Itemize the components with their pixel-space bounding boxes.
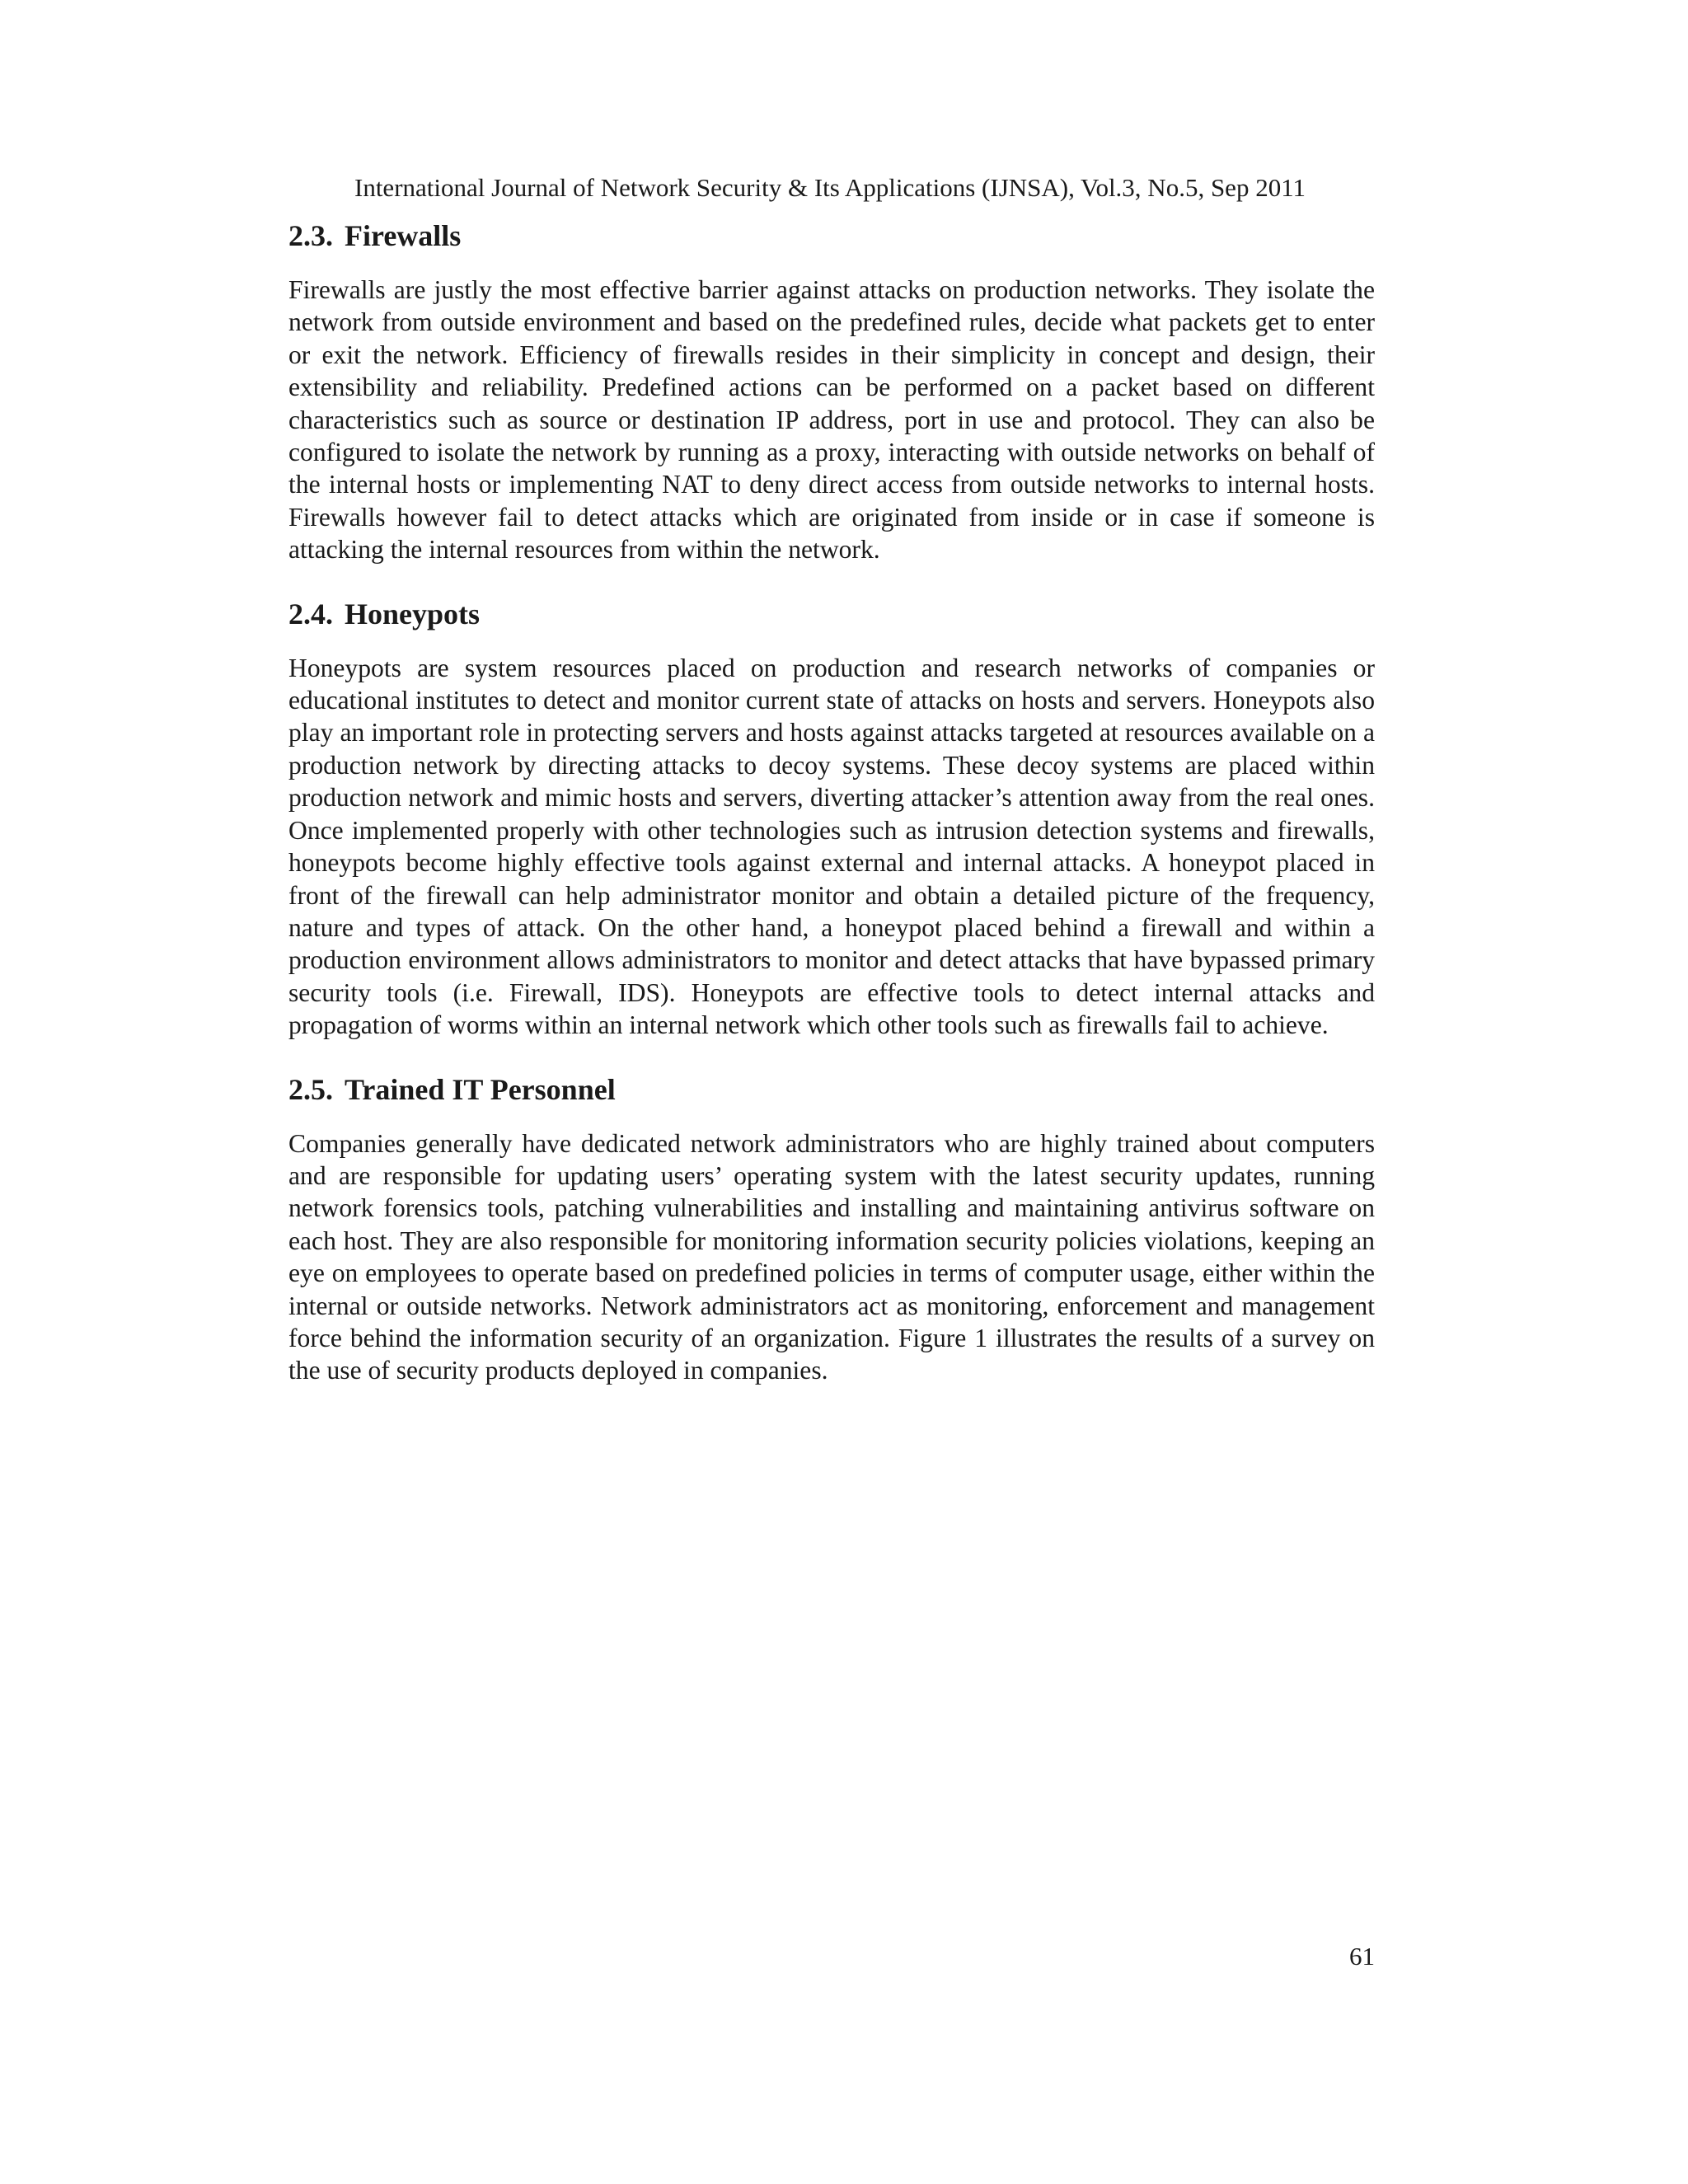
section-heading: [288, 1070, 1375, 1109]
page-number: 61: [1349, 1942, 1375, 1971]
section-number: 2.4.: [288, 597, 333, 630]
section-heading: [288, 216, 1375, 255]
section-title: Firewalls: [345, 219, 462, 252]
page-content: [288, 216, 1375, 1387]
section-paragraph: Firewalls are justly the most effective barrier against attacks on production networks. They isolate the network from outside environment and based on the predefined rules, decide what packets get to enter or exit the network. Efficiency of firewalls resides in their simplicity in concept and design, their extensibility and reliability. Predefined actions can be performed on a packet based on different characteristics such as source or destination IP address, port in use and protocol. They can also be configured to isolate the network by running as a proxy, interacting with outside networks on behalf of the internal hosts or implementing NAT to deny direct access from outside networks to internal hosts. Firewalls however fail to detect attacks which are originated from inside or in case if someone is attacking the internal resources from within the network.: [288, 275, 1375, 565]
running-header: International Journal of Network Security & Its Applications (IJNSA), Vol.3, No.5, Sep 2011: [354, 173, 1306, 202]
section-title: Trained IT Personnel: [345, 1072, 616, 1106]
section-paragraph: Honeypots are system resources placed on production and research networks of companies or educational institutes to detect and monitor current state of attacks on hosts and servers. Honeypots also play an important role in protecting servers and hosts against attacks targeted at resources available on a production network by directing attacks to decoy systems. These decoy systems are placed within production network and mimic hosts and servers, diverting attacker’s attention away from the real ones. Once implemented properly with other technologies such as intrusion detection systems and firewalls, honeypots become highly effective tools against external and internal attacks. A honeypot placed in front of the firewall can help administrator monitor and obtain a detailed picture of the frequency, nature and types of attack. On the other hand, a honeypot placed behind a firewall and within a production environment allows administrators to monitor and detect attacks that have bypassed primary security tools (i.e. Firewall, IDS). Honeypots are effective tools to detect internal attacks and propagation of worms within an internal network which other tools such as firewalls fail to achieve.: [288, 653, 1375, 1040]
section-trained-it-personnel: [288, 1070, 1375, 1387]
section-honeypots: [288, 594, 1375, 1042]
section-paragraph: Companies generally have dedicated network administrators who are highly trained about computers and are responsible for updating users’ operating system with the latest security updates, running network forensics tools, patching vulnerabilities and installing and maintaining antivirus software on each host. They are also responsible for monitoring information security policies violations, keeping an eye on employees to operate based on predefined policies in terms of computer usage, either within the internal or outside networks. Network administrators act as monitoring, enforcement and management force behind the information security of an organization. Figure 1 illustrates the results of a survey on the use of security products deployed in companies.: [288, 1128, 1375, 1385]
section-number: 2.3.: [288, 219, 333, 252]
section-title: Honeypots: [345, 597, 481, 630]
section-number: 2.5.: [288, 1072, 333, 1106]
section-heading: [288, 594, 1375, 634]
section-firewalls: [288, 216, 1375, 566]
